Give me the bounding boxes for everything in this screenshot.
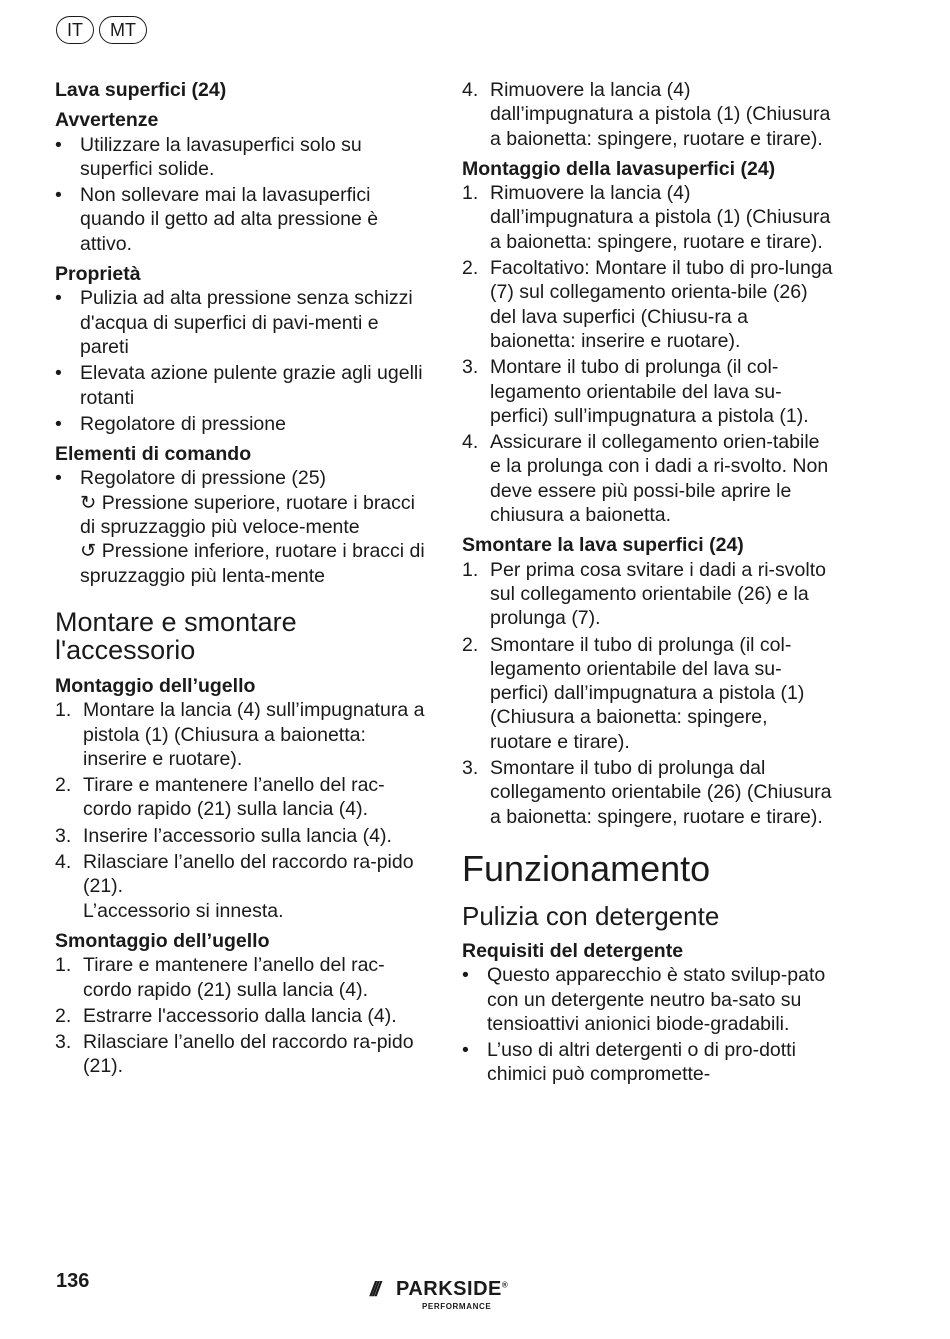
- heading-avvertenze: Avvertenze: [55, 109, 159, 132]
- number-marker: 1.: [462, 182, 479, 205]
- list-item: [462, 558, 834, 631]
- list-item-text: Rimuovere la lancia (4) dall’impugnatura a pistola (1) (Chiusura a baionetta: spingere, ruotare e tirare).: [490, 182, 831, 253]
- continued-list: [462, 78, 834, 151]
- heading-elementi-di-comando: Elementi di comando: [55, 443, 252, 466]
- elementi-list: [55, 466, 425, 587]
- list-item: [462, 355, 834, 428]
- number-marker: 4.: [462, 79, 479, 101]
- right-column: [462, 78, 834, 1087]
- section-title-pulizia: Pulizia con detergente: [462, 900, 720, 931]
- bullet-marker: •: [55, 133, 62, 156]
- number-marker: 2.: [462, 633, 479, 656]
- language-badge-mt: MT: [99, 16, 147, 44]
- list-item-body: [83, 850, 425, 923]
- heading-proprieta: Proprietà: [55, 263, 141, 286]
- list-item: [55, 773, 425, 822]
- number-marker: 3.: [55, 1031, 72, 1054]
- logo-registered: ®: [501, 1280, 509, 1290]
- list-item-text: Rimuovere la lancia (4) dall’impugnatura a pistola (1) (Chiusura a baionetta: spingere, ruotare e tirare).: [490, 79, 831, 150]
- list-item-text: Tirare e mantenere l’anello del rac-cordo rapido (21) sulla lancia (4).: [83, 954, 385, 1001]
- number-marker: 2.: [55, 774, 72, 797]
- language-badges: [56, 16, 147, 44]
- list-item-text: Inserire l’accessorio sulla lancia (4).: [83, 824, 392, 847]
- heading-montaggio-ugello: Montaggio dell’ugello: [55, 674, 256, 697]
- section-title-accessorio: Montare e smontare l'accessorio: [55, 606, 297, 665]
- logo-subtitle: PERFORMANCE: [422, 1302, 492, 1311]
- list-item: [462, 963, 834, 1036]
- list-item-text: Rilasciare l’anello del raccordo ra-pido (21).: [83, 851, 414, 898]
- list-item-text: Montare il tubo di prolunga (il col-legamento orientabile del lava su-perfici) sull’impugnatura a pistola (1).: [490, 356, 809, 427]
- left-column: [55, 78, 425, 1079]
- list-item-text: L’uso di altri detergenti o di pro-dotti chimici può compromette-: [487, 1039, 796, 1086]
- list-item: [462, 756, 834, 829]
- number-marker: 3.: [55, 824, 72, 847]
- list-item: [462, 1038, 834, 1087]
- heading-requisiti-detergente: Requisiti del detergente: [462, 939, 684, 962]
- number-marker: 2.: [462, 257, 479, 280]
- bullet-marker: •: [55, 362, 62, 385]
- bullet-marker: •: [462, 964, 469, 987]
- list-item-text: Regolatore di pressione (25): [80, 467, 327, 490]
- list-item: [55, 286, 425, 359]
- list-item: [55, 183, 425, 256]
- list-item-text: Per prima cosa svitare i dadi a ri-svolto sul collegamento orientabile (26) e la prolunga (7).: [490, 558, 826, 630]
- logo-word: PARKSIDE: [396, 1278, 502, 1300]
- pressure-down-text: ↺ Pressione inferiore, ruotare i bracci di spruzzaggio più lenta-mente: [80, 540, 425, 587]
- bullet-marker: •: [55, 287, 62, 310]
- list-item-text: Estrarre l'accessorio dalla lancia (4).: [83, 1004, 397, 1027]
- list-item: [462, 181, 834, 254]
- heading-lava-superfici: Lava superfici (24): [55, 79, 227, 101]
- number-marker: 4.: [462, 431, 479, 454]
- number-marker: 1.: [55, 699, 72, 722]
- smontaggio-list: [55, 953, 425, 1078]
- list-item-text: Rilasciare l’anello del raccordo ra-pido (21).: [83, 1031, 414, 1078]
- montaggio-list: [55, 698, 425, 923]
- parkside-logo: [370, 1276, 520, 1316]
- list-item: [55, 953, 425, 1002]
- list-item-text: Tirare e mantenere l’anello del rac-cordo rapido (21) sulla lancia (4).: [83, 774, 385, 821]
- list-item: [55, 466, 425, 587]
- list-item: [55, 412, 425, 436]
- bullet-marker: •: [55, 184, 62, 207]
- number-marker: 2.: [55, 1004, 72, 1027]
- list-item: [462, 430, 834, 527]
- language-badge-it: IT: [56, 16, 94, 44]
- list-item: [462, 256, 834, 353]
- avvertenze-list: [55, 133, 425, 256]
- smontare-lava-list: [462, 558, 834, 829]
- list-item-text: Non sollevare mai la lavasuperfici quando il getto ad alta pressione è attivo.: [80, 184, 379, 255]
- list-item-text: Montare la lancia (4) sull’impugnatura a pistola (1) (Chiusura a baionetta: inserire e ruotare).: [83, 699, 425, 770]
- bullet-marker: •: [55, 467, 62, 490]
- list-item-text: Utilizzare la lavasuperfici solo su superfici solide.: [80, 133, 362, 180]
- list-item-text: Smontare il tubo di prolunga dal collegamento orientabile (26) (Chiusura a baionetta: spingere, ruotare e tirare).: [490, 757, 832, 828]
- list-item: [462, 78, 834, 151]
- page-number: 136: [56, 1270, 90, 1292]
- requisiti-list: [462, 963, 834, 1086]
- list-item-text: Questo apparecchio è stato svilup-pato con un detergente neutro ba-sato su tensioattivi anionici biode-gradabili.: [487, 964, 826, 1035]
- number-marker: 1.: [462, 558, 479, 581]
- list-item-note: L’accessorio si innesta.: [83, 899, 284, 922]
- list-item: [55, 1030, 425, 1079]
- list-item-text: Smontare il tubo di prolunga (il col-legamento orientabile del lava su-perfici) dall’impugnatura a pistola (1) (Chiusura a baionetta: spingere, ruotare e tirare).: [490, 633, 805, 753]
- heading-smontare-lava-superfici: Smontare la lava superfici (24): [462, 534, 744, 557]
- list-item: [55, 361, 425, 410]
- pressure-up-text: ↻ Pressione superiore, ruotare i bracci di spruzzaggio più veloce-mente: [80, 491, 415, 539]
- logo-slashes: ///: [370, 1279, 378, 1301]
- heading-montaggio-lavasuperfici: Montaggio della lavasuperfici (24): [462, 157, 776, 180]
- number-marker: 4.: [55, 851, 72, 874]
- list-item: [55, 698, 425, 771]
- list-item-text: Regolatore di pressione: [80, 412, 286, 435]
- list-item: [55, 850, 425, 923]
- montaggio-lavasuperfici-list: [462, 181, 834, 527]
- list-item-text: Elevata azione pulente grazie agli ugelli rotanti: [80, 362, 423, 409]
- list-item: [55, 133, 425, 182]
- proprieta-list: [55, 286, 425, 436]
- number-marker: 3.: [462, 757, 479, 780]
- list-item-body: [80, 466, 425, 587]
- list-item: [55, 1004, 425, 1028]
- list-item-text: Assicurare il collegamento orien-tabile e la prolunga con i dadi a ri-svolto. Non deve essere più possi-bile aprire le chiusura a baionetta.: [490, 431, 829, 527]
- bullet-marker: •: [462, 1039, 469, 1062]
- bullet-marker: •: [55, 412, 62, 435]
- list-item: [55, 824, 425, 848]
- number-marker: 3.: [462, 356, 479, 379]
- logo-wordmark: [396, 1278, 508, 1301]
- list-item-text: Facoltativo: Montare il tubo di pro-lunga (7) sul collegamento orienta-bile (26) del lava superfici (Chiusu-ra a baionetta: inserire e ruotare).: [490, 257, 833, 352]
- list-item-text: Pulizia ad alta pressione senza schizzi d'acqua di superfici di pavi-menti e pareti: [80, 287, 413, 358]
- number-marker: 1.: [55, 954, 72, 977]
- chapter-title-funzionamento: Funzionamento: [462, 847, 711, 889]
- heading-smontaggio-ugello: Smontaggio dell’ugello: [55, 929, 270, 952]
- list-item: [462, 633, 834, 754]
